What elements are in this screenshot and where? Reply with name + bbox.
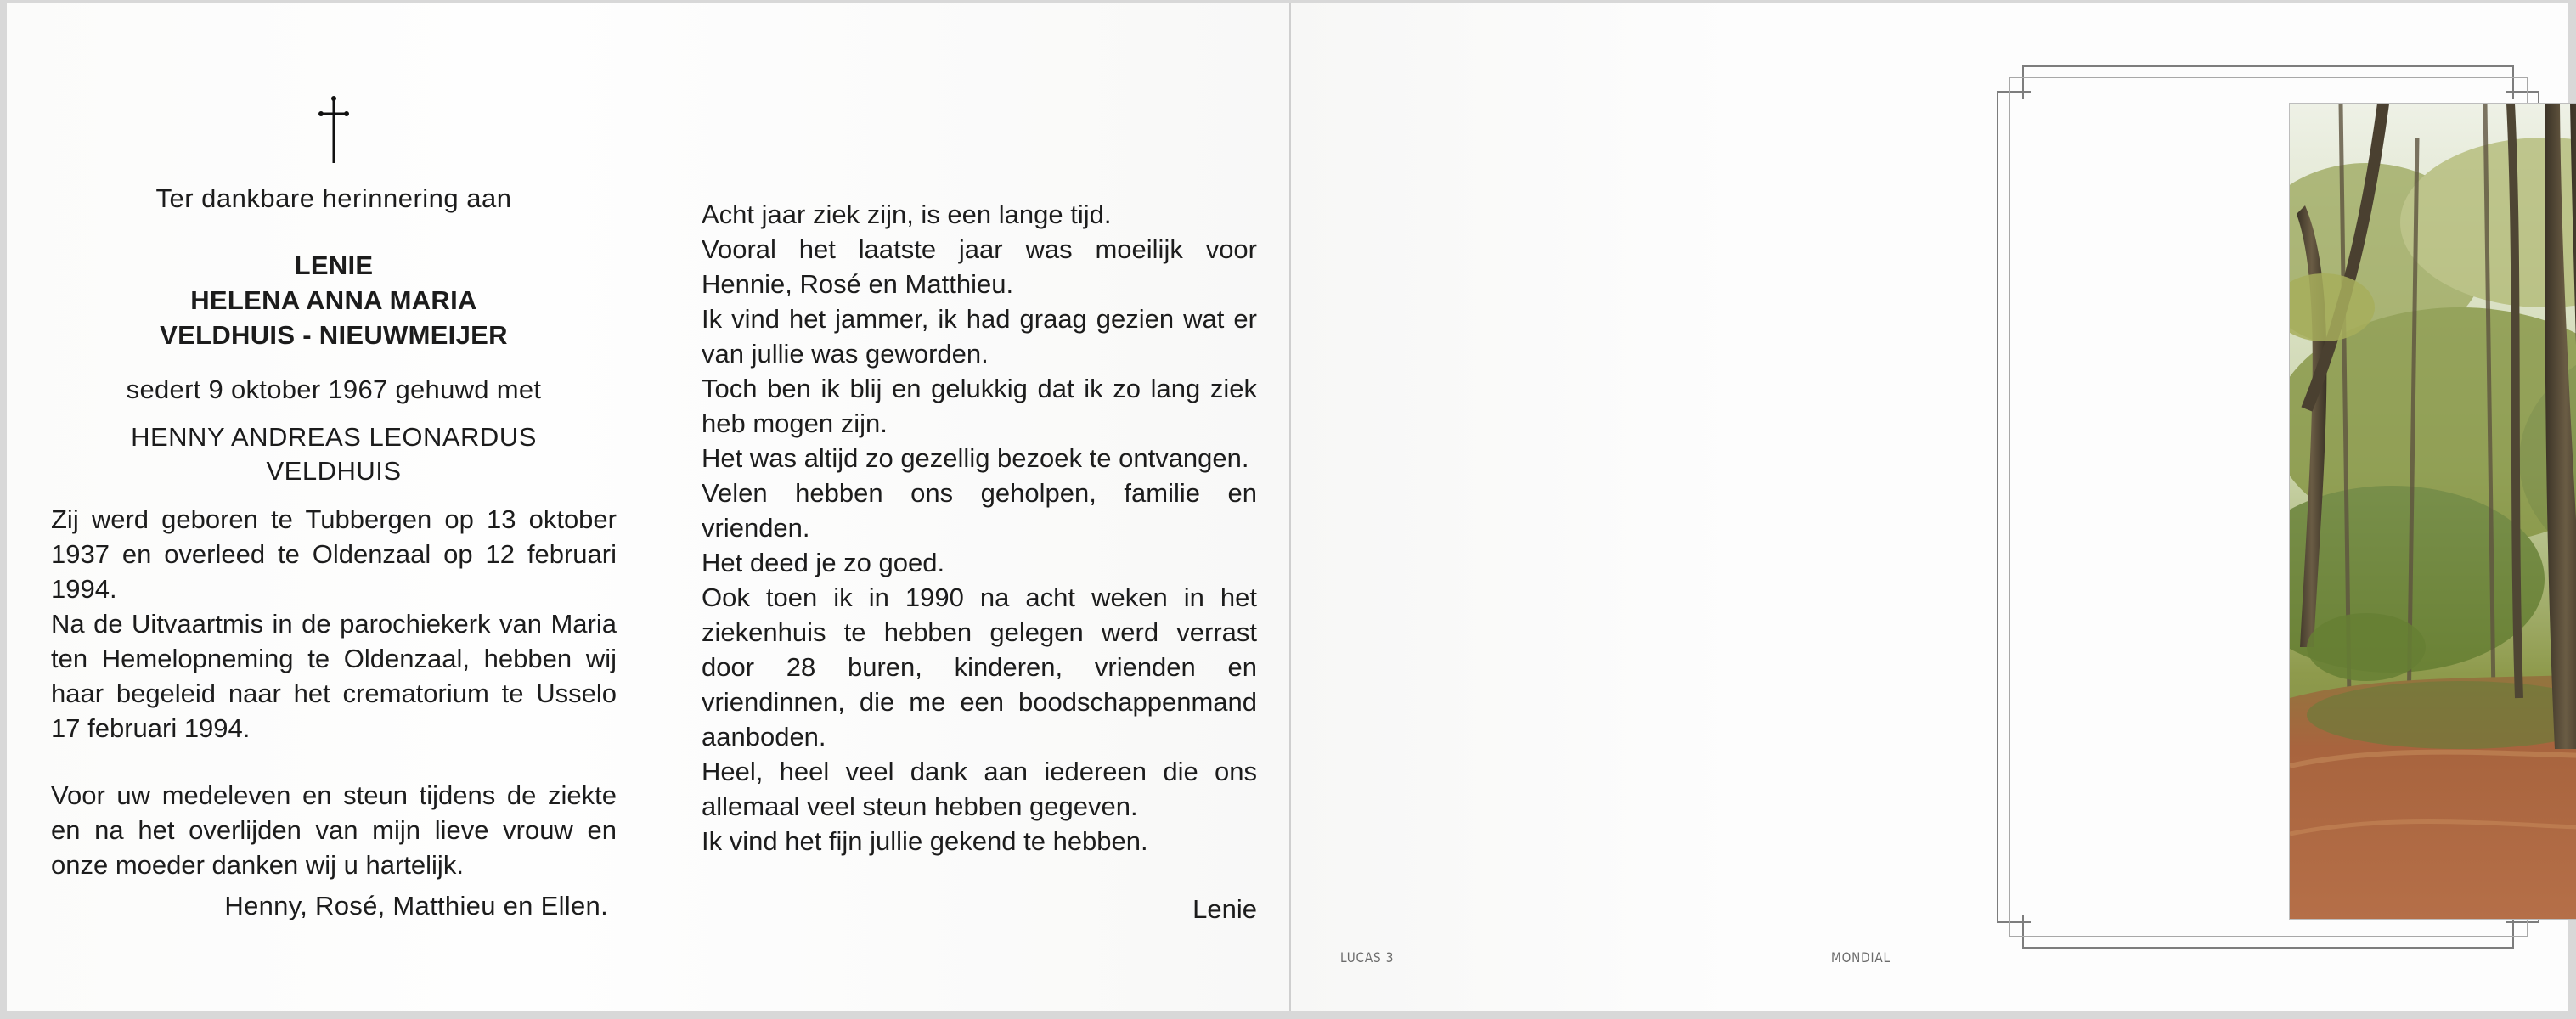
message-line: Het deed je zo goed. xyxy=(702,548,945,577)
message-line: Ik vind het fijn jullie gekend te hebben. xyxy=(702,826,1148,856)
spouse-line-2: VELDHUIS xyxy=(266,456,402,486)
printer-code: LUCAS 3 xyxy=(1340,949,1395,966)
biography-text: Zij werd geboren te Tubbergen op 13 oktober 1937 en overleed te Oldenzaal op 12 februari 1994. xyxy=(51,504,617,604)
latin-cross-icon xyxy=(315,95,352,165)
deceased-signature: Lenie xyxy=(1192,894,1257,924)
spouse-name xyxy=(51,420,617,488)
funeral-text: Na de Uitvaartmis in de parochiekerk van Maria ten Hemelopneming te Oldenzaal, hebben wij haar begeleid naar het crematorium te Usselo 17 februari 1994. xyxy=(51,609,617,743)
message-line: Ik vind het jammer, ik had graag gezien wat er van jullie was geworden. xyxy=(702,304,1257,369)
call-name: LENIE xyxy=(294,251,374,280)
obituary-column xyxy=(51,95,617,921)
message-line: Heel, heel veel dank aan iedereen die ons allemaal veel steun hebben gegeven. xyxy=(702,757,1257,821)
message-line: Vooral het laatste jaar was moeilijk voor Hennie, Rosé en Matthieu. xyxy=(702,234,1257,299)
married-since: sedert 9 oktober 1967 gehuwd met xyxy=(126,374,542,404)
intro-text: Ter dankbare herinnering aan xyxy=(155,183,512,213)
message-column xyxy=(702,197,1257,925)
message-line: Het was altijd zo gezellig bezoek te ontvangen. xyxy=(702,443,1249,473)
outer-spread xyxy=(1291,3,2568,1011)
deceased-name xyxy=(51,248,617,352)
given-names: HELENA ANNA MARIA xyxy=(190,285,477,315)
personal-message xyxy=(702,197,1257,859)
surname: VELDHUIS - NIEUWMEIJER xyxy=(160,320,508,350)
forest-photo xyxy=(2290,104,2576,919)
message-line: Velen hebben ons geholpen, familie en vrienden. xyxy=(702,478,1257,543)
thanks-text: Voor uw medeleven en steun tijdens de ziekte en na het overlijden van mijn lieve vrouw en onze moeder danken wij u hartelijk. xyxy=(51,780,617,880)
printer-brand: MONDIAL xyxy=(1831,949,1891,966)
message-line: Ook toen ik in 1990 na acht weken in het ziekenhuis te hebben gelegen werd verrast door 28 buren, kinderen, vrienden en vriendinnen, die me een boodschappenmand aanboden. xyxy=(702,583,1257,752)
inner-spread xyxy=(7,3,1291,1011)
forest-illustration xyxy=(2290,104,2576,919)
memorial-card xyxy=(7,3,2568,1011)
message-line: Toch ben ik blij en gelukkig dat ik zo lang ziek heb mogen zijn. xyxy=(702,374,1257,438)
spouse-line-1: HENNY ANDREAS LEONARDUS xyxy=(131,422,537,452)
family-signature: Henny, Rosé, Matthieu en Ellen. xyxy=(224,891,608,920)
message-line: Acht jaar ziek zijn, is een lange tijd. xyxy=(702,200,1112,229)
